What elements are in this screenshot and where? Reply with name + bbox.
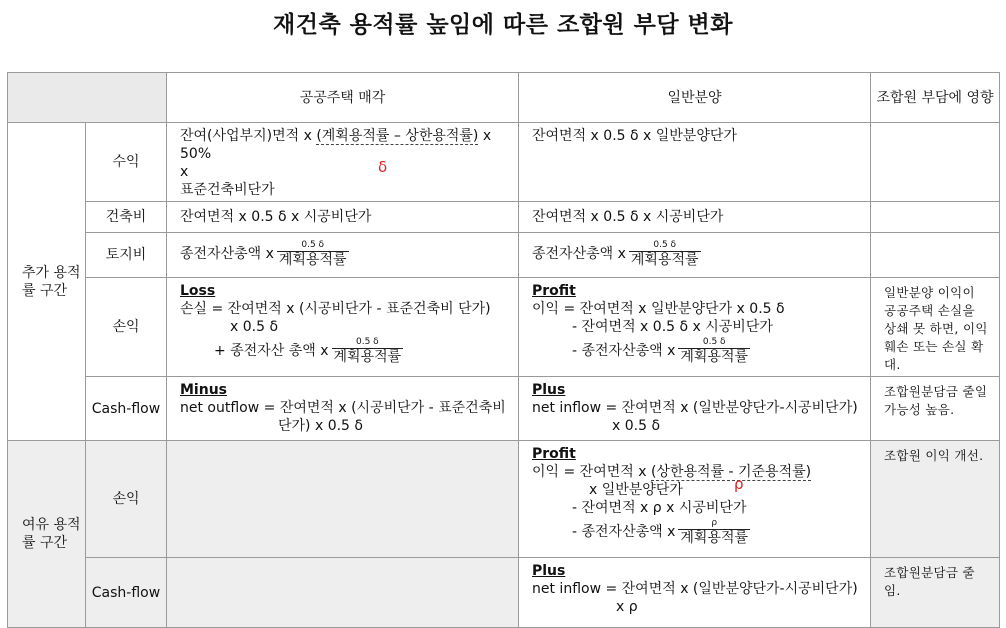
- table-header-row: [8, 73, 1000, 123]
- construction-general-cell: 잔여면적 x 0.5 δ x 시공비단가: [519, 202, 871, 233]
- delta-symbol: δ: [378, 158, 388, 176]
- revenue-public-cell: 잔여(사업부지)면적 x (계획용적률 – 상한용적률) x 50% x δ 표준건축비단가: [167, 123, 519, 202]
- cashflow-impact-cell: 조합원분담금 줄일 가능성 높음.: [871, 377, 1000, 441]
- table-row: [8, 278, 1000, 377]
- pl-public-cell: Loss 손실 = 잔여면적 x (시공비단가 - 표준건축비 단가) x 0.5 δ + 종전자산 총액 x $\frac{0.5 \delta}{\text{계획용적률}}$: [167, 278, 519, 377]
- section-spare-far: 여유 용적률 구간: [8, 441, 86, 628]
- row-label-spare-cashflow: Cash-flow: [86, 558, 167, 628]
- land-public-cell: 종전자산총액 x $\frac{0.5 \delta}{\text{계획용적률}}$: [167, 233, 519, 278]
- comparison-table: [7, 72, 1000, 628]
- page-title: 재건축 용적률 높임에 따른 조합원 부담 변화: [273, 12, 733, 38]
- table-row: [8, 441, 1000, 558]
- pl-general-cell: Profit 이익 = 잔여면적 x 일반분양단가 x 0.5 δ - 잔여면적 x 0.5 δ x 시공비단가 - 종전자산총액 x $\frac{0.5 \delta}{\text{계획용적률}}$: [519, 278, 871, 377]
- pl-impact-cell: 일반분양 이익이 공공주택 손실을 상쇄 못 하면, 이익 훼손 또는 손실 확대.: [871, 278, 1000, 377]
- construction-public-cell: 잔여면적 x 0.5 δ x 시공비단가: [167, 202, 519, 233]
- revenue-impact-cell: [871, 123, 1000, 202]
- revenue-general-cell: 잔여면적 x 0.5 δ x 일반분양단가: [519, 123, 871, 202]
- construction-impact-cell: [871, 202, 1000, 233]
- rho-symbol: ρ: [734, 475, 744, 493]
- row-label-spare-pl: 손익: [86, 441, 167, 558]
- row-label-land: 토지비: [86, 233, 167, 278]
- table-row: [8, 558, 1000, 628]
- table-row: [8, 377, 1000, 441]
- far-difference: (계획용적률 – 상한용적률): [316, 128, 479, 144]
- header-member-impact: 조합원 부담에 영향: [871, 73, 1000, 123]
- spare-cashflow-public-cell: [167, 558, 519, 628]
- header-public-sale: 공공주택 매각: [167, 73, 519, 123]
- row-label-cashflow: Cash-flow: [86, 377, 167, 441]
- land-general-cell: 종전자산총액 x $\frac{0.5 \delta}{\text{계획용적률}}$: [519, 233, 871, 278]
- header-empty-cell: [8, 73, 167, 123]
- table-row: [8, 123, 1000, 202]
- cashflow-general-cell: Plus net inflow = 잔여면적 x (일반분양단가-시공비단가) x 0.5 δ: [519, 377, 871, 441]
- table-row: [8, 202, 1000, 233]
- cashflow-public-cell: Minus net outflow = 잔여면적 x (시공비단가 - 표준건축비 단가) x 0.5 δ: [167, 377, 519, 441]
- spare-pl-general-cell: Profit 이익 = 잔여면적 x (상한용적률 - 기준용적률) x 일반분양단가 ρ - 잔여면적 x ρ x 시공비단가 - 종전자산총액 x $\frac{\rho}{\text{계획용적률}}$: [519, 441, 871, 558]
- section-added-far: 추가 용적률 구간: [8, 123, 86, 441]
- spare-pl-impact-cell: 조합원 이익 개선.: [871, 441, 1000, 558]
- row-label-revenue: 수익: [86, 123, 167, 202]
- header-general-sale: 일반분양: [519, 73, 871, 123]
- land-impact-cell: [871, 233, 1000, 278]
- row-label-pl: 손익: [86, 278, 167, 377]
- table-row: [8, 233, 1000, 278]
- spare-pl-public-cell: [167, 441, 519, 558]
- spare-cashflow-impact-cell: 조합원분담금 줄임.: [871, 558, 1000, 628]
- spare-cashflow-general-cell: Plus net inflow = 잔여면적 x (일반분양단가-시공비단가) x ρ: [519, 558, 871, 628]
- row-label-construction: 건축비: [86, 202, 167, 233]
